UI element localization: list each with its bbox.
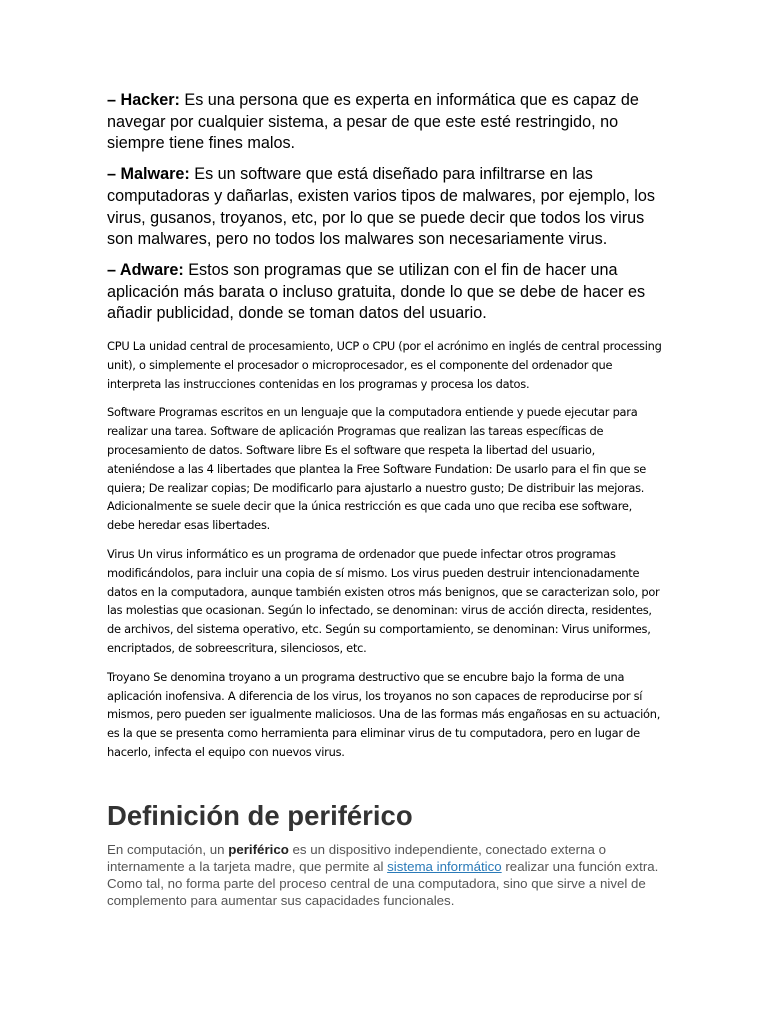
intro-text: realizar una función extra. Como tal, no forma parte del proceso central de una computadora, sino que sirve a nivel de complemento para aumentar sus capacidades funcionales. (107, 858, 659, 908)
paragraph-troyano: Troyano Se denomina troyano a un programa destructivo que se encubre bajo la forma de una aplicación inofensiva. A diferencia de los virus, los troyanos no son capaces de reproducirse por sí mismos, pero pueden ser igualmente maliciosos. Una de las formas más engañosas en su actuación, es la que se presenta como herramienta para eliminar virus de tu computadora, pero en lugar de hacerlo, infecta el equipo con nuevos virus. (107, 669, 661, 759)
definition-text: Es un software que está diseñado para infiltrarse en las computadoras y dañarlas, existen varios tipos de malwares, por ejemplo, los virus, gusanos, troyanos, etc, por lo que se puede decir que todos los virus son malwares, pero no todos los malwares son necesariamente virus. (107, 165, 655, 249)
paragraph-cpu: CPU La unidad central de procesamiento, UCP o CPU (por el acrónimo en inglés de central processing unit), o simplemente el procesador o microprocesador, es el componente del ordenador que interpreta las instrucciones contenidas en los programas y procesa los datos. (107, 339, 662, 391)
paragraph-virus: Virus Un virus informático es un programa de ordenador que puede infectar otros programas modificándolos, para incluir una copia de sí mismo. Los virus pueden destruir intencionadamente datos en la computadora, aunque también existen otros más benignos, que se caracterizan solo, por las molestias que ocasionan. Según lo infectado, se denominan: virus de acción directa, residentes, de archivos, del sistema operativo, etc. Según su comportamiento, se denominan: Virus uniformes, encriptados, de sobreescritura, silenciosos, etc. (107, 547, 660, 655)
definition-adware (107, 260, 662, 325)
definition-term: – Adware: (107, 260, 184, 279)
definition-term: – Malware: (107, 165, 190, 184)
section-intro (107, 841, 662, 909)
intro-bold-term: periférico (228, 841, 289, 857)
sistema-informatico-link[interactable]: sistema informático (387, 858, 502, 874)
intro-text: es un dispositivo independiente, conectado externa o internamente a la tarjeta madre, que permite al (107, 841, 606, 874)
definition-text: Estos son programas que se utilizan con el fin de hacer una aplicación más barata o incluso gratuita, donde lo que se debe de hacer es añadir publicidad, donde se toman datos del usuario. (107, 260, 646, 323)
definition-text: Es una persona que es experta en informática que es capaz de navegar por cualquier sistema, a pesar de que este esté restringido, no siempre tiene fines malos. (107, 91, 639, 153)
definition-hacker (107, 90, 662, 155)
definition-malware (107, 164, 662, 251)
document-page (107, 90, 662, 909)
paragraph-software: Software Programas escritos en un lenguaje que la computadora entiende y puede ejecutar para realizar una tarea. Software de aplicación Programas que realizan las tareas específicas de procesamiento de datos. Software libre Es el software que respeta la libertad del usuario, ateniéndose a las 4 libertades que plantea la Free Software Fundation: De usarlo para el fin que se quiera; De realizar copias; De modificarlo para ajustarlo a nuestro gusto; De distribuir las mejoras. Adicionalmente se suele decir que la única restricción es que cada uno que reciba ese software, debe heredar esas libertades. (107, 405, 647, 533)
definition-term: – Hacker: (107, 91, 180, 109)
intro-text: En computación, un (107, 841, 229, 857)
section-heading: Definición de periférico (107, 799, 413, 831)
